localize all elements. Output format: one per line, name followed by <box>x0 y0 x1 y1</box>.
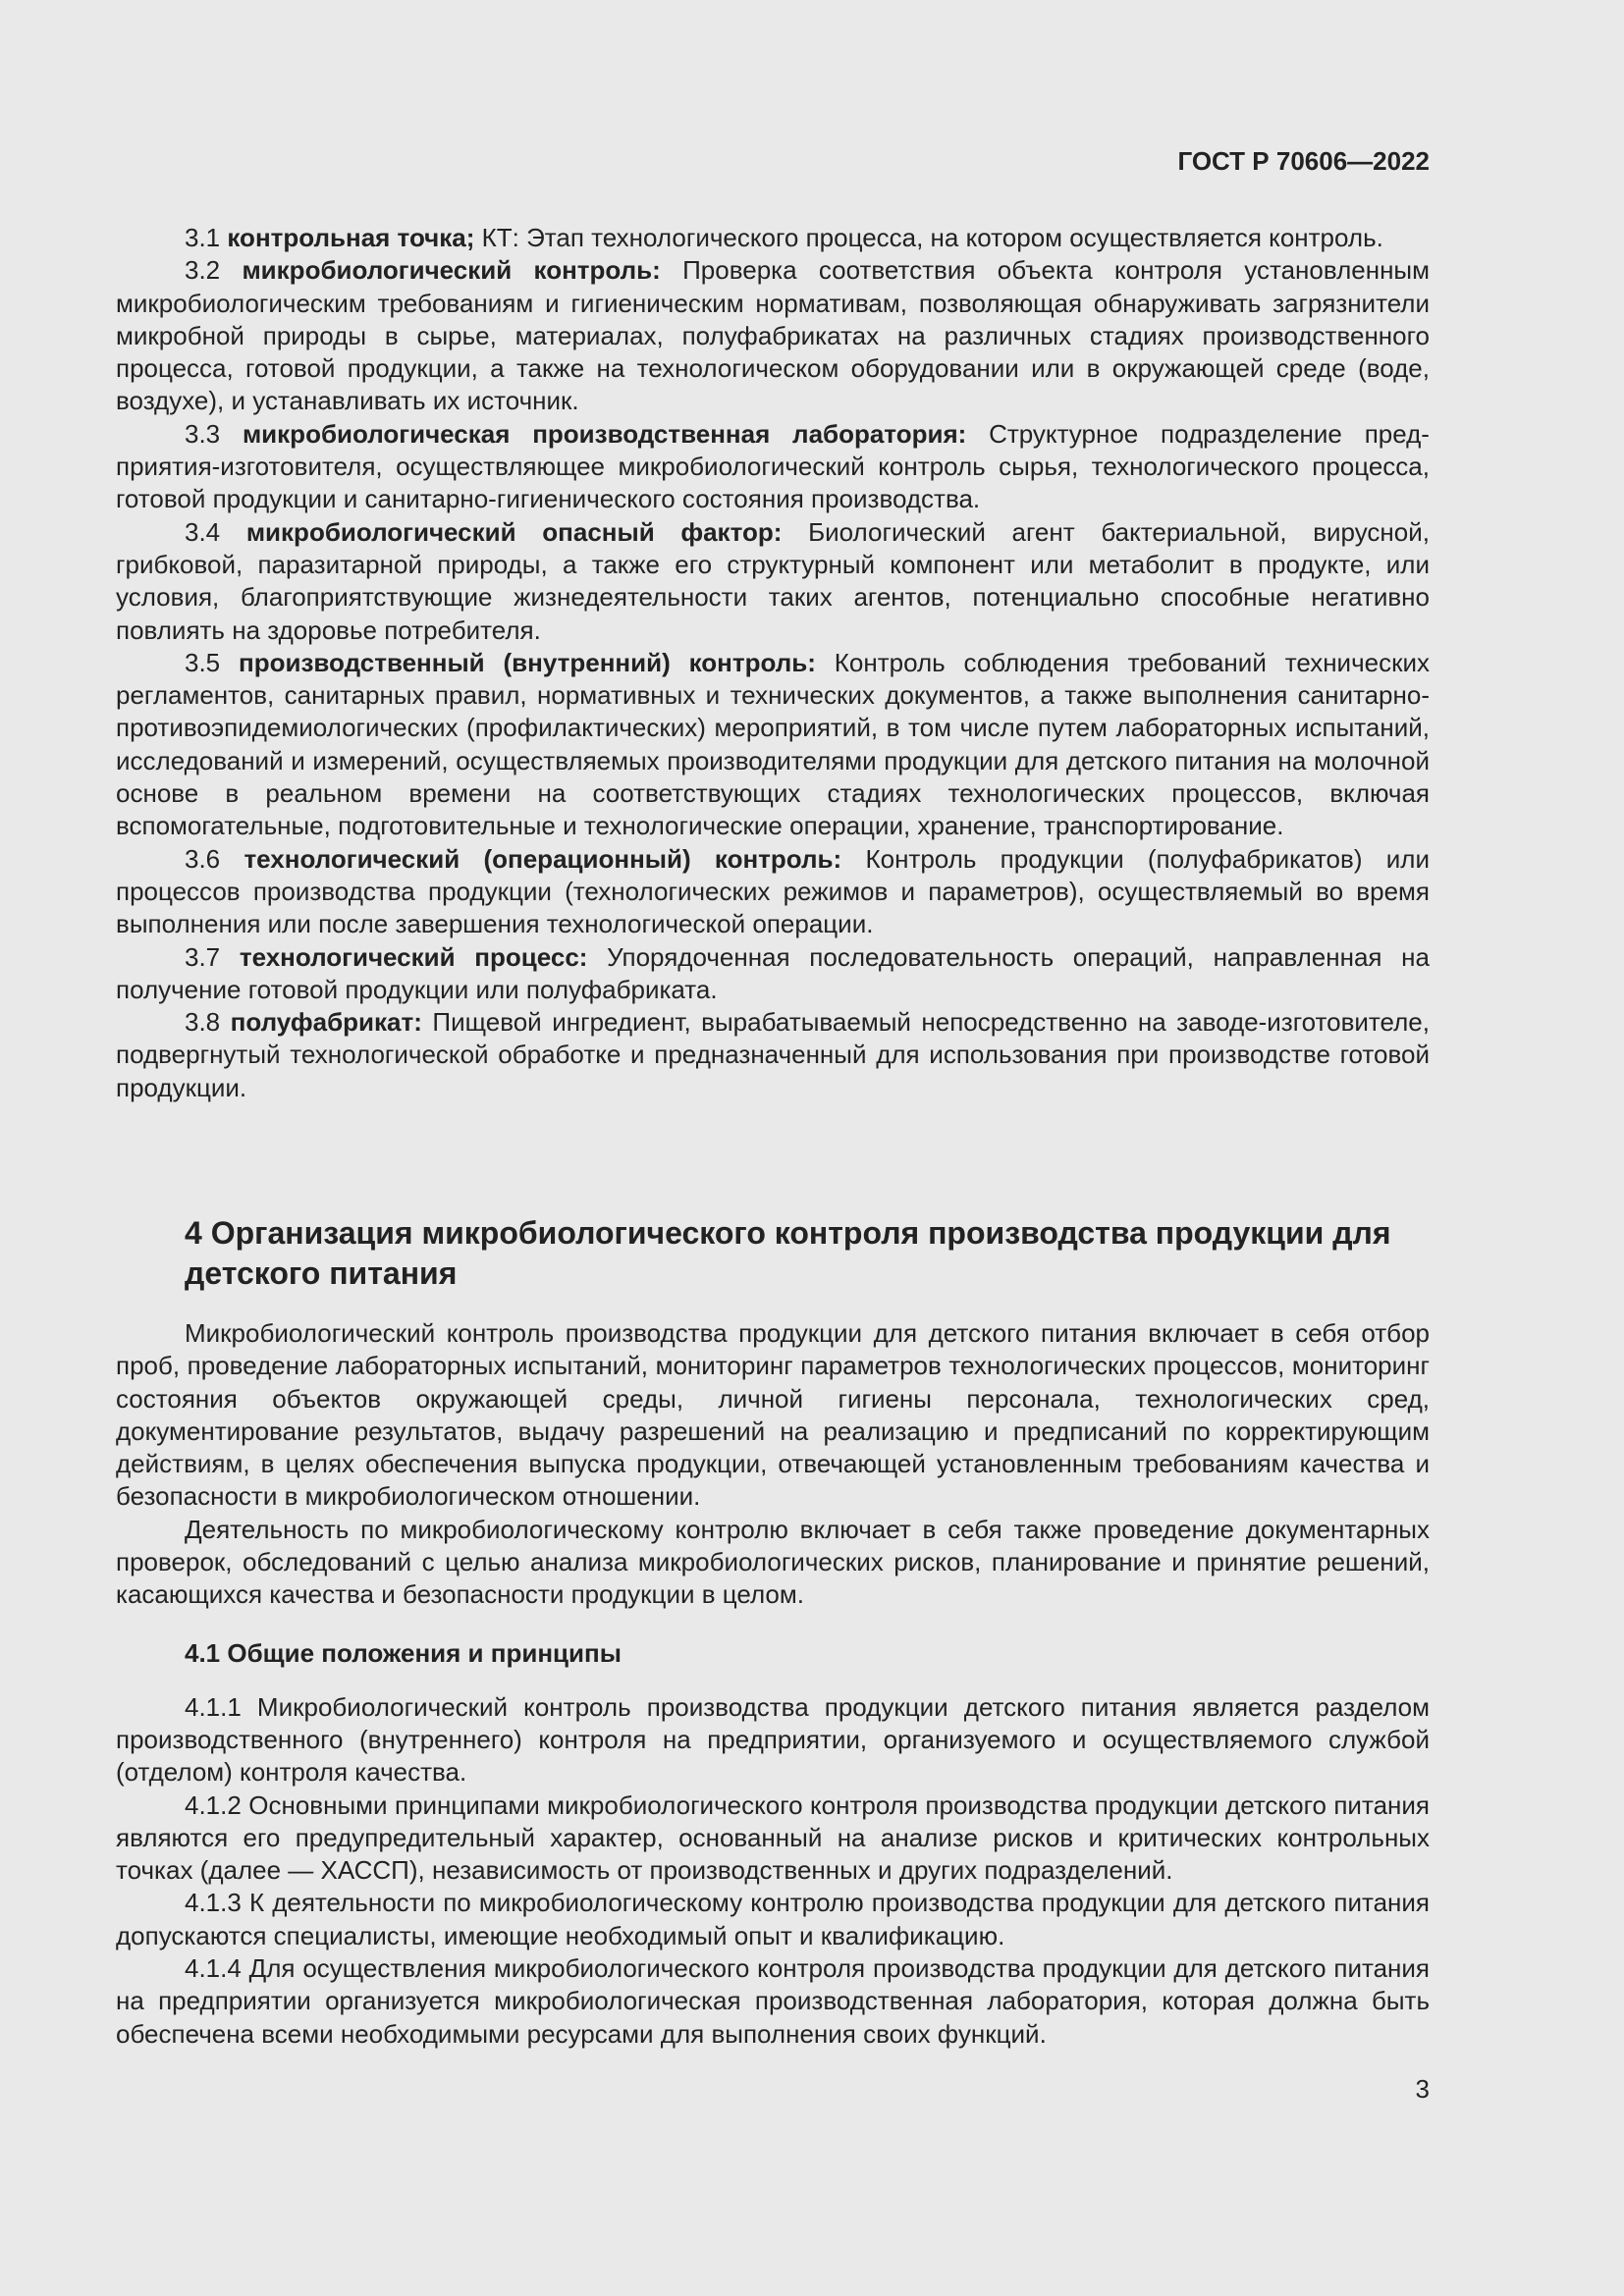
clause-4-1-3: 4.1.3 К деятельности по микробиологическому контролю производства продукции для детского питания допускаются специалисты, имеющие необходимый опыт и квалификацию. <box>116 1888 1430 1950</box>
section-title: 4 Организация микробиологического контроля производства продукции для детского питания <box>185 1215 1391 1291</box>
definition-term: микробиологическая производственная лаборатория: <box>242 418 967 449</box>
page-number: 3 <box>1415 2074 1430 2104</box>
definition-3-8: 3.8 полуфабрикат: Пищевой ингредиент, вырабатываемый непосредственно на заводе-изготовителе, подвергнутый технологической обработке и предназначенный для использования при производстве готовой продукции. <box>116 1007 1430 1102</box>
definition-3-7: 3.7 технологический процесс: Упорядоченная последовательность операций, направленная на получение готовой продукции или полуфабриката. <box>116 941 1430 1004</box>
definition-3-5: 3.5 производственный (внутренний) контроль: Контроль соблюдения требований технических регламентов, санитарных правил, нормативных и технических документов, а также выполнения санитарно-противоэпидемиологических (профилактических) мероприятий, в том числе путем лабораторных испытаний, исследований и измерений, осуществляемых производителями продукции для детского питания на молочной основе в реальном времени на соответствующих стадиях технологических процессов, включая вспомогательные, подготовительные и технологические операции, хранение, транспортирование. <box>116 647 1430 841</box>
section-paragraph: Микробиологический контроль производства продукции для детского питания включает в себя отбор проб, проведение лабораторных испытаний, мониторинг параметров технологических процессов, мониторинг состояния объектов окружающей среды, личной гигиены персонала, технологических сред, документирование результатов, выдачу разрешений на реализацию и предписаний по корректирующим действиям, в целях обеспечения выпуска продукции, отвечающей установленным требованиям качества и безопасности в микробиологическом отношении. <box>116 1318 1430 1512</box>
definition-term: технологический (операционный) контроль: <box>244 843 842 874</box>
definition-term: микробиологический контроль: <box>242 255 661 286</box>
clause-4-1-1: 4.1.1 Микробиологический контроль производства продукции детского питания является разделом производственного (внутреннего) контроля на предприятии, организуемого и осуществляемого службой (отделом) контроля качества. <box>116 1691 1430 1788</box>
definition-3-6: 3.6 технологический (операционный) контроль: Контроль продукции (полуфабрикатов) или процессов производства продукции (технологических режимов и параметров), осуществляемый во время выполнения или после завершения технологической операции. <box>116 843 1430 939</box>
definition-3-1: 3.1 контрольная точка; КТ: Этап технологического процесса, на котором осуществляется контроль. <box>185 223 1383 252</box>
definition-3-3: 3.3 микробиологическая производственная лаборатория: Структурное подразделение предприятия-изготовителя, осуществляющее микробиологический контроль сырья, технологического процесса, готовой продукции и санитарно-гигиенического состояния производства. <box>116 418 1430 514</box>
definition-3-4: 3.4 микробиологический опасный фактор: Биологический агент бактериальной, вирусной, грибковой, паразитарной природы, а также его структурный компонент или метаболит в продукте, или условия, благоприятствующие жизнедеятельности таких агентов, потенциально способные негативно повлиять на здоровье потребителя. <box>116 516 1430 645</box>
clause-4-1-4: 4.1.4 Для осуществления микробиологического контроля производства продукции для детского питания на предприятии организуется микробиологическая производственная лаборатория, которая должна быть обеспечена всеми необходимыми ресурсами для выполнения своих функций. <box>116 1953 1430 2049</box>
section-4 <box>116 1213 1430 2051</box>
definition-term: микробиологический опасный фактор: <box>245 516 783 547</box>
definitions-section <box>116 222 1430 1104</box>
document-page <box>116 0 1430 2296</box>
section-paragraph: Деятельность по микробиологическому контролю включает в себя также проведение документарных проверок, обследований с целью анализа микробиологических рисков, планирование и принятие решений, касающихся качества и безопасности продукции в целом. <box>116 1514 1430 1610</box>
clause-4-1-2: 4.1.2 Основными принципами микробиологического контроля производства продукции детского питания являются его предупредительный характер, основанный на анализе рисков и критических контрольных точках (далее — ХАССП), независимость от производственных и других подразделений. <box>116 1789 1430 1886</box>
definition-term: производственный (внутренний) контроль: <box>239 647 816 677</box>
subsection-title: 4.1 Общие положения и принципы <box>185 1637 622 1668</box>
definition-3-2: 3.2 микробиологический контроль: Проверка соответствия объекта контроля установленным микробиологическим требованиям и гигиеническим нормативам, позволяющая обнаруживать загрязнители микробной природы в сырье, материалах, полуфабрикатах на различных стадиях производственного процесса, готовой продукции, а также на технологическом оборудовании или в окружающей среде (воде, воздухе), и устанавливать их источник. <box>116 255 1430 416</box>
definition-term: контрольная точка; <box>227 223 475 252</box>
definition-term: технологический процесс: <box>239 941 588 972</box>
definition-term: полуфабрикат: <box>230 1007 422 1038</box>
document-number: ГОСТ Р 70606—2022 <box>1177 146 1430 176</box>
